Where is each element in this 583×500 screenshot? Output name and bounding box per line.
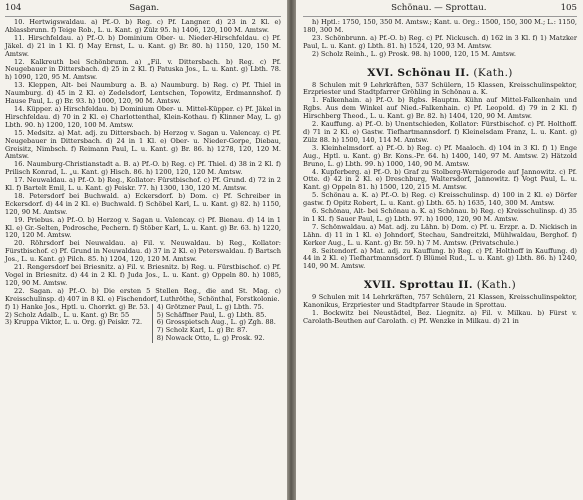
running-title: Sagan. [129, 3, 160, 13]
school-entry: 6. Schönau, Alt- bei Schönau a. K. a) Schönau. b) Reg. c) Kreisschulinsp. d) 35 in 1 Kl. f) Sauer Paul, L. g) Lbth. 97. h) 1000, 120, 90 M. Amtsw. [303, 207, 577, 223]
school-entry: 18. Petersdorf bei Buchwald. a) Eckersdorf. b) Dom. c) Pf. Schreiber in Eckersdorf. d) 44 in 2 Kl. e) Buchwald. f) Schöbel Karl, L. u. Kant. g) 82. h) 1150, 120, 90 M. Amtsw. [5, 191, 281, 216]
section-numeral: XVII. [363, 279, 396, 292]
school-entry: 19. Priebus. a) Pf.-O. b) Herzog v. Sagan u. Valencay. c) Pf. Bienau. d) 14 in 1 Kl. e) Gr.-Selten, Podrosche, Pechern. f) Stöber Karl, L. u. Kant. g) Br. 63. h) 1220, 120, 120 M. Amtsw. [5, 215, 281, 240]
school-entry: 22. Sagan. a) Pf.-O. b) Die ersten 5 Stellen Reg., die and St. Mag. c) Kreisschulinsp. d) 407 in 8 Kl. e) Fischendorf, Luthröthe, Schönthal, Forstkolonie. [5, 286, 281, 303]
school-entry: 5. Schönau a. K. a) Pf.-O. b) Reg. c) Kreisschulinsp. d) 100 in 2 Kl. e) Dörfer gastw. f) Opitz Robert, L. u. Kant. g) Lbth. 65. h) 1635, 140, 300 M. Amtsw. [303, 191, 577, 208]
teacher-column-left [5, 304, 153, 344]
section-intro: 9 Schulen mit 14 Lehrkräften, 757 Schülern, 21 Klassen, Kreisschulinspektor, Kanonikus, Erzpriester und Stadtpfarrer Staude in Sprottau. [303, 293, 577, 310]
section-name: Sprottau II. [399, 279, 473, 292]
school-entry: 11. Hirschfeldau. a) Pf.-O. b) Dominium Ober- u. Nieder-Hirschfeldau. c) Pf. Jäkel. d) 21 in 1 Kl. f) May Ernst, L. u. Kant. g) Br. 80. h) 1150, 120, 150 M. Amtsw. [5, 33, 281, 58]
section-name: Schönau II. [397, 66, 470, 79]
school-entry: 2. Kauffung. a) Pf.-O. b) Unentschieden, Kollator: Fürstbischof. c) Pf. Holthoff. d) 71 in 2 Kl. e) Gastw. Tiefhartmannsdorf. f) Kleinelsdam Franz, L. u. Kant. g) Zülz 88. h) 1500, 140, 114 M. Amtsw. [303, 120, 577, 144]
teacher-line: 3) Kruppa Viktor, L. u. Org. g) Peiskr. 72. [5, 319, 143, 327]
school-entry: 20. Röhrsdorf bei Neuwaldau. a) Fil. v. Neuwaldau. b) Reg., Kollator: Fürstbischof. c) Pf. Grund in Neuwaldau. d) 37 in 2 Kl. e) Peterswaldau. f) Bartsch Jos., L. u. Kant. g) Pilch. 85. h) 1204, 120, 120 M. Amtsw. [5, 239, 281, 264]
school-entry: 1. Bockwitz bei Neustädtel, Bez. Liegnitz. a) Fil. v. Milkau. b) Fürst v. Carolath-Beuthen auf Carolath. c) Pf. Wenzke in Milkau. d) 21 in [303, 309, 577, 325]
section-heading-xvii [303, 279, 577, 291]
xvi-entries [303, 97, 577, 271]
section-confession: (Kath.) [473, 66, 513, 79]
teacher-line: 2) Scholz Adalb., L. u. Kant. g) Br. 55 [5, 311, 130, 319]
teacher-line: f) 1) Hanke Jos., Hptl. u. Chorrkt. g) Br. 53. [5, 303, 150, 311]
teacher-line: 4) Grötzner Paul, L. g) Lbth. 75. [156, 303, 264, 311]
xvii-entries [303, 310, 577, 326]
school-entry: 23. Schönbrunn. a) Pf.-O. b) Reg. c) Pf. Nickusch. d) 162 in 3 Kl. f) 1) Matzker Paul, L. u. Kant. g) Lbth. 81. h) 1524, 120, 93 M. Amtsw. [303, 33, 577, 50]
school-entry: 16. Naumburg-Christianstadt a. B. a) Pf.-O. b) Reg. c) Pf. Thiel. d) 38 in 2 Kl. f) Prilisch Konrad, L. „u. Kant. g) Hisch. 86. h) 1200, 120, 120 M. Amtsw. [5, 160, 281, 177]
school-entry: 12. Kalkreuth bei Schönbrunn. a) „Fil. v. Dittersbach. b) Reg. c) Pf. Neugebauer in Dittersbach. d) 25 in 2 Kl. f) Patuska Jos., L. u. Kant. g) Lbth. 78. h) 1090, 120, 95 M. Amtsw. [5, 57, 281, 82]
book-gutter [287, 0, 296, 500]
school-entry: 3. Kleinhelmsdorf. a) Pf.-O. b) Reg. c) Pf. Maaloch. d) 104 in 3 Kl. f) 1) Enge Aug., Hptl. u. Kant. g) Br. Kons.-Pr. 64. h) 1400, 140, 97 M. Amtsw. 2) Hätzold Bruno, L. g) Lbth. 99. h) 1000, 140, 90 M. Amtsw. [303, 143, 577, 168]
school-entry: 7. Schönwaldau. a) Mat. adj. zu Lähn. b) Dom. c) Pf. u. Erzpr. a. D. Nickisch in Lähn. d) 11 in 1 Kl. e) Johndorf, Stechau, Sandreitzki, Mühlwaldau, Berghof. f) Kerker Aug., L. u. Kant. g) Br. 59. h) 7 M. Amtsw. (Privatschule.) [303, 222, 577, 247]
section-heading-xvi [303, 67, 577, 79]
right-page-header [303, 3, 577, 17]
school-entry: 17. Neuwaldau. a) Pf.-O. b) Reg., Kollator: Fürstbischof. c) Pf. Grund. d) 72 in 2 Kl. f) Bartelt Emil, L. u. Kant. g) Peiskr. 77. h) 1300, 130, 120 M. Amtsw. [5, 176, 281, 193]
left-page [0, 0, 287, 500]
teacher-line: 8) Nowack Otto, L. g) Prosk. 92. [156, 335, 265, 343]
school-entry: 21. Rengersdorf bei Briesnitz. a) Fil. v. Briesnitz. b) Reg. u. Fürstbischof. c) Pf. Vogel in Briesnitz. d) 44 in 2 Kl. f) Juda Jos., L. u. Kant. g) Oppeln 80. h) 1085, 120, 90 M. Amtsw. [5, 263, 281, 287]
page-number: 104 [5, 3, 22, 13]
running-title: Schönau. — Sprottau. [391, 3, 487, 13]
school-entry: 13. Kleppen, Alt- bei Naumburg a. B. a) Naumburg. b) Reg. c) Pf. Thiel in Naumburg. d) 45 in 2 Kl. e) Zedelsdorf, Lentschen, Topowitz, Erdmannshof. f) Hause Paul, L. g) Br. 93. h) 1000, 120, 90 M. Amtsw. [5, 81, 281, 106]
school-entry: 15. Medsitz. a) Mat. adj. zu Dittersbach. b) Herzog v. Sagan u. Valencay. c) Pf. Neugebauer in Dittersbach. d) 24 in 1 Kl. e) Ober- u. Nieder-Gorpe, Diebau, Greisitz, Nimbsch. f) Reimann Paul, L. u. Kant. g) Br. 86. h) 1278, 120, 120 M. Amtsw. [5, 128, 281, 161]
school-entry: 8. Seitendorf. a) Mat. adj. zu Kauffung. b) Reg. c) Pf. Holthoff in Kauffung. d) 44 in 2 Kl. e) Tiefhartmannsdorf. f) Blümel Rud., L. u. Kant. g) Lbth. 86. h) 1240, 140, 90 M. Amtsw. [303, 246, 577, 271]
teacher-line: 5) Schäffner Paul, L. g) Lbth. 85. [156, 311, 267, 319]
sagan-teacher-list [5, 304, 281, 344]
left-page-header [5, 3, 281, 17]
teacher-line: 7) Scholz Karl, L. g) Br. 87. [156, 327, 248, 335]
right-top-lines [303, 19, 577, 59]
school-entry: 4. Kupferberg. a) Pf.-O. b) Graf zu Stolberg-Wernigerode auf Jannowitz. c) Pf. Otte. d) 42 in 2 Kl. e) Dreschburg, Waltersdorf, Jannowitz. f) Vogt Paul, L. u. Kant. g) Oppeln 81. h) 1500, 120, 215 M. Amtsw. [303, 167, 577, 192]
section-intro: 8 Schulen mit 9 Lehrkräften, 537 Schülern, 15 Klassen, Kreisschulinspektor, Erzpriester und Stadtpfarrer Gröhling in Schönau a. K. [303, 80, 577, 97]
right-page [296, 0, 583, 500]
school-entry: 2) Scholz Reinh., L. g) Prosk. 98. h) 1000, 120, 15 M. Amtsw. [312, 49, 516, 58]
school-entry: 14. Küpper. a) Hirschfeldau. b) Dominium Ober- u. Mittel-Küpper. c) Pf. Jäkel in Hirschfeldau. d) 70 in 2 Kl. e) Charlottenthal, Klein-Kothau. f) Klinner May, L. g) Lbth. 90. h) 1200, 120, 100 M. Amtsw. [5, 104, 281, 129]
school-entry: 10. Hertwigswaldau. a) Pf.-O. b) Reg. c) Pf. Langner. d) 23 in 2 Kl. e) Ablassbrunn. f) Teige Rob., L. u. Kant. g) Zülz 95. h) 1406, 120, 100 M. Amtsw. [5, 18, 281, 34]
school-entry: h) Hptl.: 1750, 150, 350 M. Amtsw.; Kant. u. Org.: 1500, 150, 300 M.; L.: 1150, 180, 300 M. [303, 18, 577, 34]
section-numeral: XVI. [367, 66, 394, 79]
school-entry: 1. Falkenhain. a) Pf.-O. b) Rgbs. Hauptm. Kühn auf Mittel-Falkenhain und Rgbs. Aus dem Winkel auf Nied.-Falkenhain. c) Pf. Leopold. d) 79 in 2 Kl. f) Hirschberg Theod., L. u. Kant. g) Br. 82. h) 1404, 120, 90 M. Amtsw. [303, 96, 577, 121]
teacher-column-right [153, 304, 281, 344]
teacher-line: 6) Grosspietsch Aug., L. g) Zgh. 88. [156, 319, 276, 327]
section-confession: (Kath.) [476, 279, 517, 292]
page-number: 105 [560, 3, 577, 13]
left-entries [5, 19, 281, 304]
